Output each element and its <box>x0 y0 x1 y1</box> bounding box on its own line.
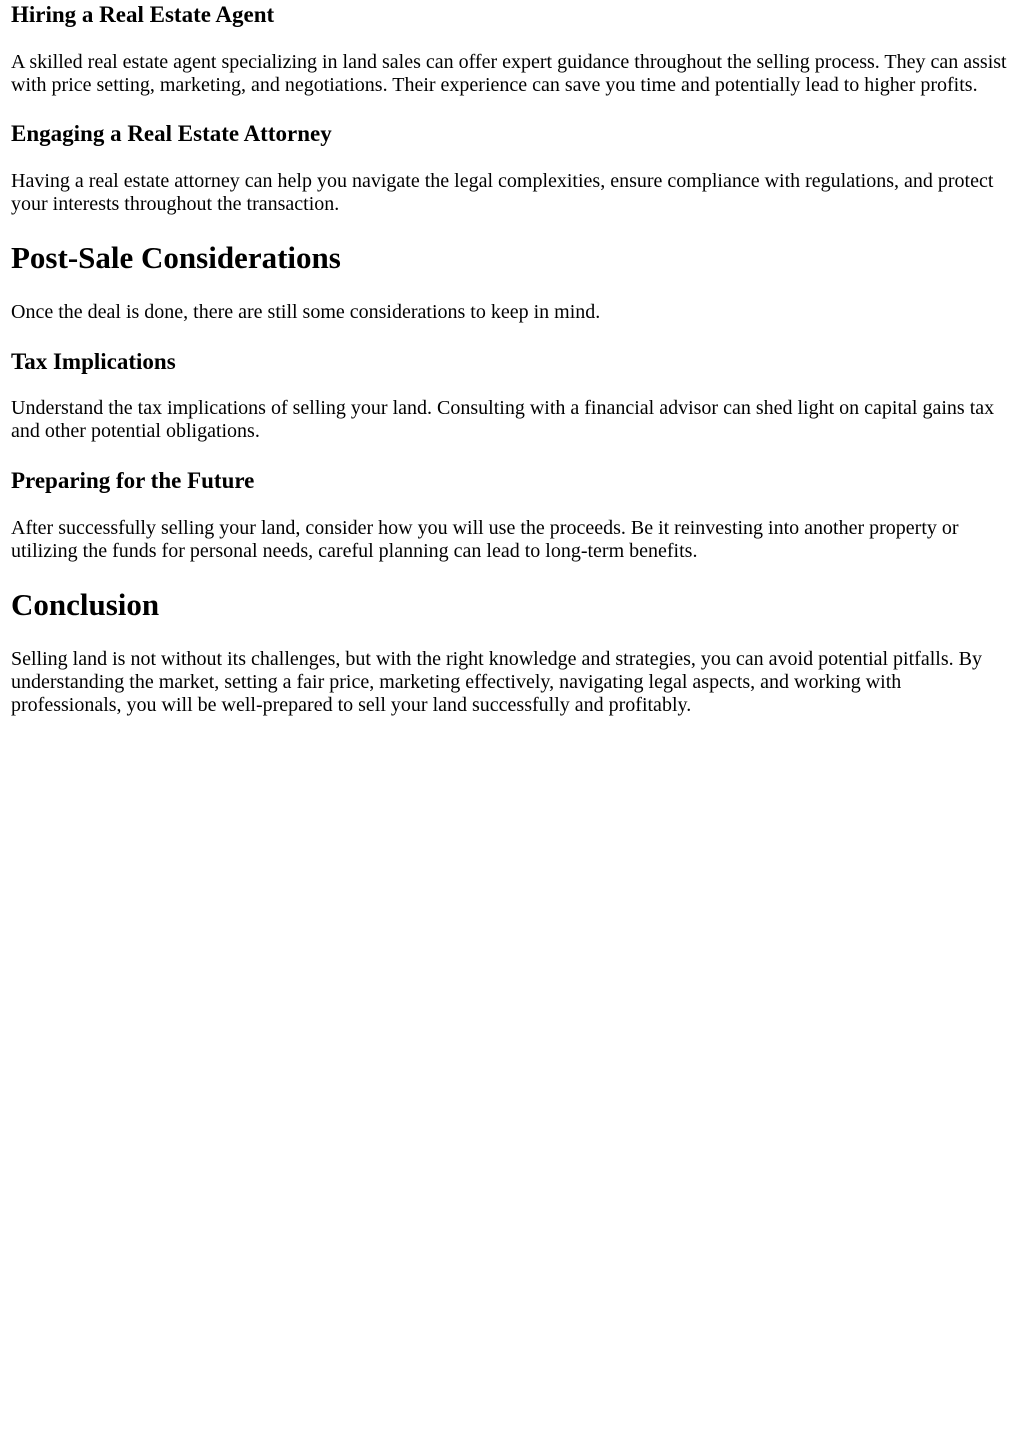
heading-engaging-attorney: Engaging a Real Estate Attorney <box>11 121 332 146</box>
heading-hiring-agent: Hiring a Real Estate Agent <box>11 2 275 27</box>
heading-preparing-future: Preparing for the Future <box>11 468 255 493</box>
paragraph-preparing-future: After successfully selling your land, consider how you will use the proceeds. Be it reinvesting into another property or utilizing the funds for personal needs, careful planning can lead to long-term benefits. <box>11 517 959 562</box>
heading-tax-implications: Tax Implications <box>11 349 176 374</box>
paragraph-hiring-agent: A skilled real estate agent specializing in land sales can offer expert guidance throughout the selling process. They can assist with price setting, marketing, and negotiations. Their experience can save you time and potentially lead to higher profits. <box>11 51 1007 96</box>
article <box>0 0 1024 717</box>
paragraph-conclusion: Selling land is not without its challenges, but with the right knowledge and strategies, you can avoid potential pitfalls. By understanding the market, setting a fair price, marketing effectively, navigating legal aspects, and working with professionals, you will be well-prepared to sell your land successfully and profitably. <box>11 648 982 716</box>
paragraph-tax-implications: Understand the tax implications of selling your land. Consulting with a financial advisor can shed light on capital gains tax and other potential obligations. <box>11 397 995 442</box>
heading-post-sale: Post-Sale Considerations <box>11 240 341 275</box>
paragraph-post-sale: Once the deal is done, there are still some considerations to keep in mind. <box>11 301 601 323</box>
heading-conclusion: Conclusion <box>11 587 160 622</box>
paragraph-engaging-attorney: Having a real estate attorney can help you navigate the legal complexities, ensure compliance with regulations, and protect your interests throughout the transaction. <box>11 170 994 215</box>
